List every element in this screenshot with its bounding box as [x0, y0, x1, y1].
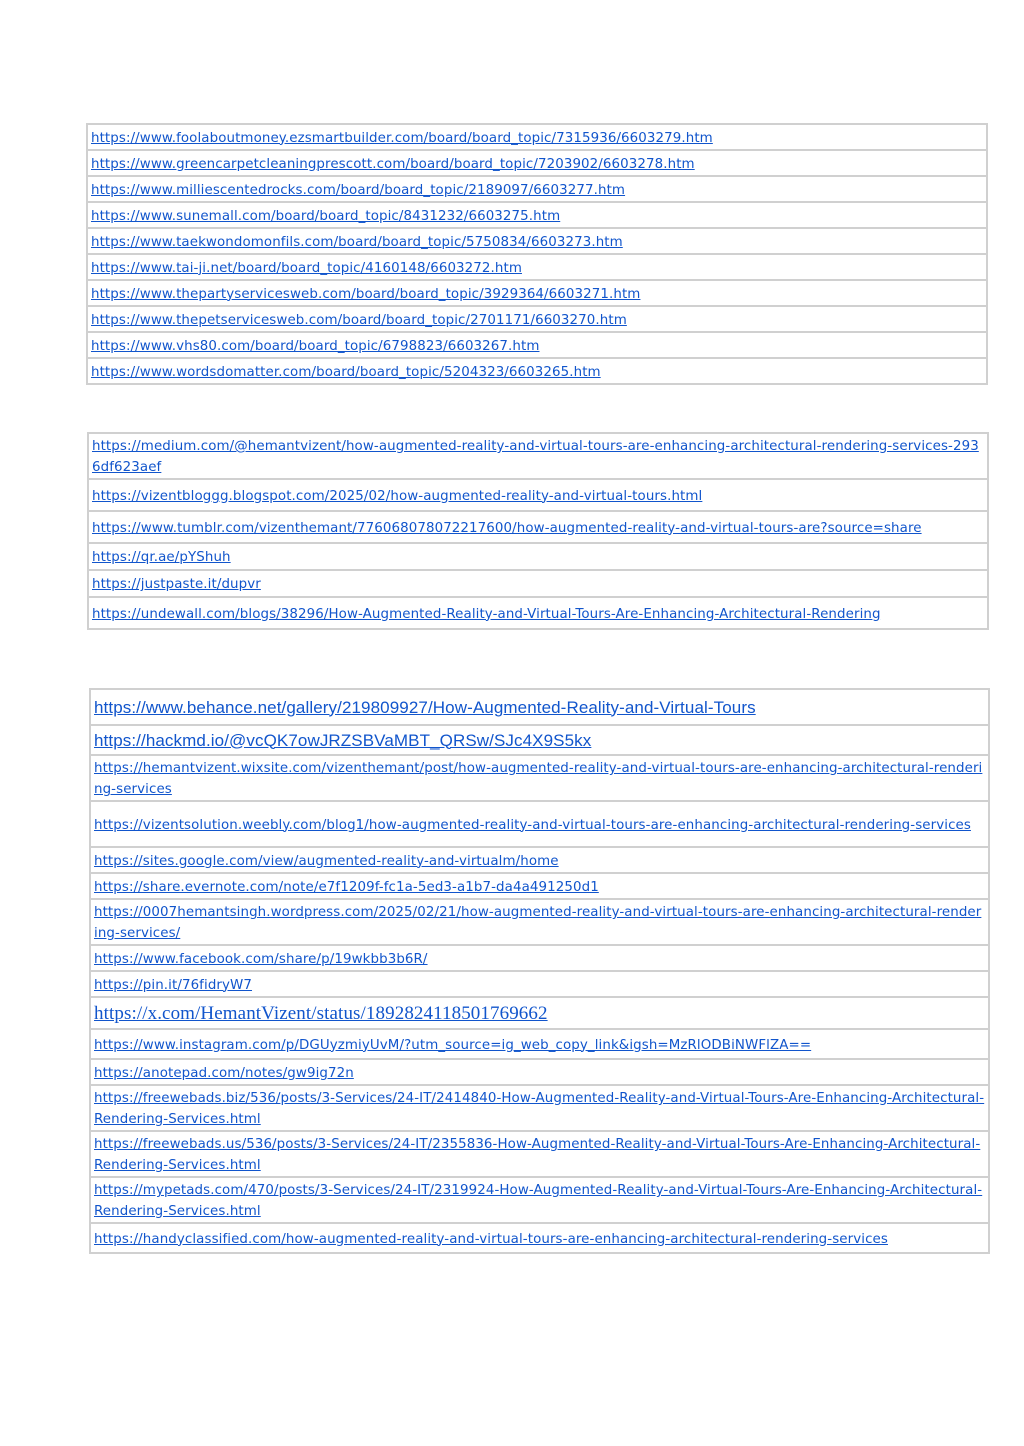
table-cell [90, 971, 989, 997]
table-row [90, 997, 989, 1029]
table-cell [88, 543, 988, 570]
url-link[interactable]: https://handyclassified.com/how-augmented-reality-and-virtual-tours-are-enhancing-architectural-rendering-services [94, 1231, 888, 1247]
table-row [90, 945, 989, 971]
table-cell [88, 597, 988, 629]
table-row [87, 306, 987, 332]
table-row [88, 479, 988, 511]
table-row [87, 358, 987, 384]
url-link[interactable]: https://qr.ae/pYShuh [92, 550, 231, 565]
table-cell [90, 1085, 989, 1131]
url-link[interactable]: https://www.tumblr.com/vizenthemant/776068078072217600/how-augmented-reality-and-virtual-tours-are?source=share [92, 520, 922, 536]
table-row [87, 228, 987, 254]
url-link[interactable]: https://www.foolaboutmoney.ezsmartbuilder.com/board/board_topic/7315936/6603279.htm [91, 130, 713, 146]
table-cell [88, 479, 988, 511]
table-cell [87, 202, 987, 228]
table-row [90, 725, 989, 755]
url-link[interactable]: https://sites.google.com/view/augmented-reality-and-virtualm/home [94, 853, 559, 869]
table-cell [87, 332, 987, 358]
url-link[interactable]: https://freewebads.biz/536/posts/3-Services/24-IT/2414840-How-Augmented-Reality-and-Virtual-Tours-Are-Enhancing-Architectural-Rendering-Services.html [94, 1091, 985, 1127]
table-cell [90, 801, 989, 847]
url-link[interactable]: https://www.instagram.com/p/DGUyzmiyUvM/?utm_source=ig_web_copy_link&igsh=MzRlODBiNWFlZA== [94, 1037, 812, 1053]
url-link[interactable]: https://hackmd.io/@vcQK7owJRZSBVaMBT_QRSw/SJc4X9S5kx [94, 730, 592, 750]
table-cell [88, 511, 988, 543]
url-link[interactable]: https://www.tai-ji.net/board/board_topic/4160148/6603272.htm [91, 260, 522, 276]
table-cell [90, 1177, 989, 1223]
url-link[interactable]: https://hemantvizent.wixsite.com/vizenthemant/post/how-augmented-reality-and-virtual-tours-are-enhancing-architectural-rendering-services [94, 761, 983, 797]
table-cell [90, 997, 989, 1029]
table-cell [88, 570, 988, 597]
table-row [90, 1177, 989, 1223]
url-link[interactable]: https://anotepad.com/notes/gw9ig72n [94, 1065, 354, 1081]
table-cell [90, 1223, 989, 1253]
table-cell [87, 176, 987, 202]
table-row [90, 1223, 989, 1253]
table-cell [90, 725, 989, 755]
table-row [90, 801, 989, 847]
table-row [90, 899, 989, 945]
url-link[interactable]: https://vizentsolution.weebly.com/blog1/how-augmented-reality-and-virtual-tours-are-enhancing-architectural-rendering-services [94, 817, 971, 833]
table-cell [90, 1029, 989, 1059]
table-row [87, 202, 987, 228]
table-cell [87, 280, 987, 306]
table-row [88, 570, 988, 597]
url-link[interactable]: https://freewebads.us/536/posts/3-Services/24-IT/2355836-How-Augmented-Reality-and-Virtual-Tours-Are-Enhancing-Architectural-Rendering-Services.html [94, 1137, 981, 1173]
table-cell [87, 228, 987, 254]
url-link[interactable]: https://vizentbloggg.blogspot.com/2025/02/how-augmented-reality-and-virtual-tours.html [92, 488, 703, 504]
table-row [88, 433, 988, 479]
table-cell [90, 847, 989, 873]
table-row [87, 124, 987, 150]
table-row [87, 332, 987, 358]
table-row [90, 873, 989, 899]
url-link[interactable]: https://www.thepartyservicesweb.com/board/board_topic/3929364/6603271.htm [91, 286, 641, 302]
table-cell [90, 1131, 989, 1177]
url-link[interactable]: https://www.sunemall.com/board/board_topic/8431232/6603275.htm [91, 208, 561, 224]
url-link[interactable]: https://justpaste.it/dupvr [92, 577, 261, 592]
platform-links-table [89, 688, 990, 1254]
url-link[interactable]: https://share.evernote.com/note/e7f1209f-fc1a-5ed3-a1b7-da4a491250d1 [94, 879, 599, 895]
table-cell [90, 899, 989, 945]
table-cell [90, 1059, 989, 1085]
table-row [90, 1029, 989, 1059]
url-link[interactable]: https://x.com/HemantVizent/status/1892824118501769662 [94, 1002, 548, 1024]
board-links-table [86, 123, 988, 385]
table-row [90, 971, 989, 997]
table-row [90, 1059, 989, 1085]
url-link[interactable]: https://pin.it/76fidryW7 [94, 977, 253, 993]
table-row [87, 280, 987, 306]
url-link[interactable]: https://undewall.com/blogs/38296/How-Augmented-Reality-and-Virtual-Tours-Are-Enhancing-Architectural-Rendering [92, 606, 881, 622]
table-cell [87, 254, 987, 280]
table-row [87, 254, 987, 280]
table-row [87, 176, 987, 202]
url-link[interactable]: https://www.vhs80.com/board/board_topic/6798823/6603267.htm [91, 338, 540, 354]
url-link[interactable]: https://www.milliescentedrocks.com/board/board_topic/2189097/6603277.htm [91, 182, 626, 198]
table-cell [90, 945, 989, 971]
url-link[interactable]: https://www.taekwondomonfils.com/board/board_topic/5750834/6603273.htm [91, 234, 623, 250]
table-cell [90, 873, 989, 899]
table-row [90, 1131, 989, 1177]
table-row [90, 755, 989, 801]
table-cell [88, 433, 988, 479]
table-cell [87, 358, 987, 384]
table-cell [90, 689, 989, 725]
url-link[interactable]: https://www.greencarpetcleaningprescott.com/board/board_topic/7203902/6603278.htm [91, 156, 695, 172]
table-cell [87, 306, 987, 332]
table-row [90, 847, 989, 873]
url-link[interactable]: https://0007hemantsingh.wordpress.com/2025/02/21/how-augmented-reality-and-virtual-tours-are-enhancing-architectural-rendering-services/ [94, 905, 982, 941]
url-link[interactable]: https://www.wordsdomatter.com/board/board_topic/5204323/6603265.htm [91, 364, 601, 380]
url-link[interactable]: https://mypetads.com/470/posts/3-Services/24-IT/2319924-How-Augmented-Reality-and-Virtual-Tours-Are-Enhancing-Architectural-Rendering-Services.html [94, 1183, 983, 1219]
table-cell [87, 124, 987, 150]
table-row [90, 1085, 989, 1131]
table-row [88, 597, 988, 629]
article-links-table [87, 432, 989, 630]
table-row [88, 543, 988, 570]
table-row [90, 689, 989, 725]
table-row [88, 511, 988, 543]
url-link[interactable]: https://www.behance.net/gallery/219809927/How-Augmented-Reality-and-Virtual-Tours [94, 697, 756, 717]
table-cell [87, 150, 987, 176]
url-link[interactable]: https://medium.com/@hemantvizent/how-augmented-reality-and-virtual-tours-are-enhancing-architectural-rendering-services-2936df623aef [92, 439, 979, 475]
table-cell [90, 755, 989, 801]
url-link[interactable]: https://www.thepetservicesweb.com/board/board_topic/2701171/6603270.htm [91, 312, 627, 328]
url-link[interactable]: https://www.facebook.com/share/p/19wkbb3b6R/ [94, 951, 428, 967]
table-row [87, 150, 987, 176]
